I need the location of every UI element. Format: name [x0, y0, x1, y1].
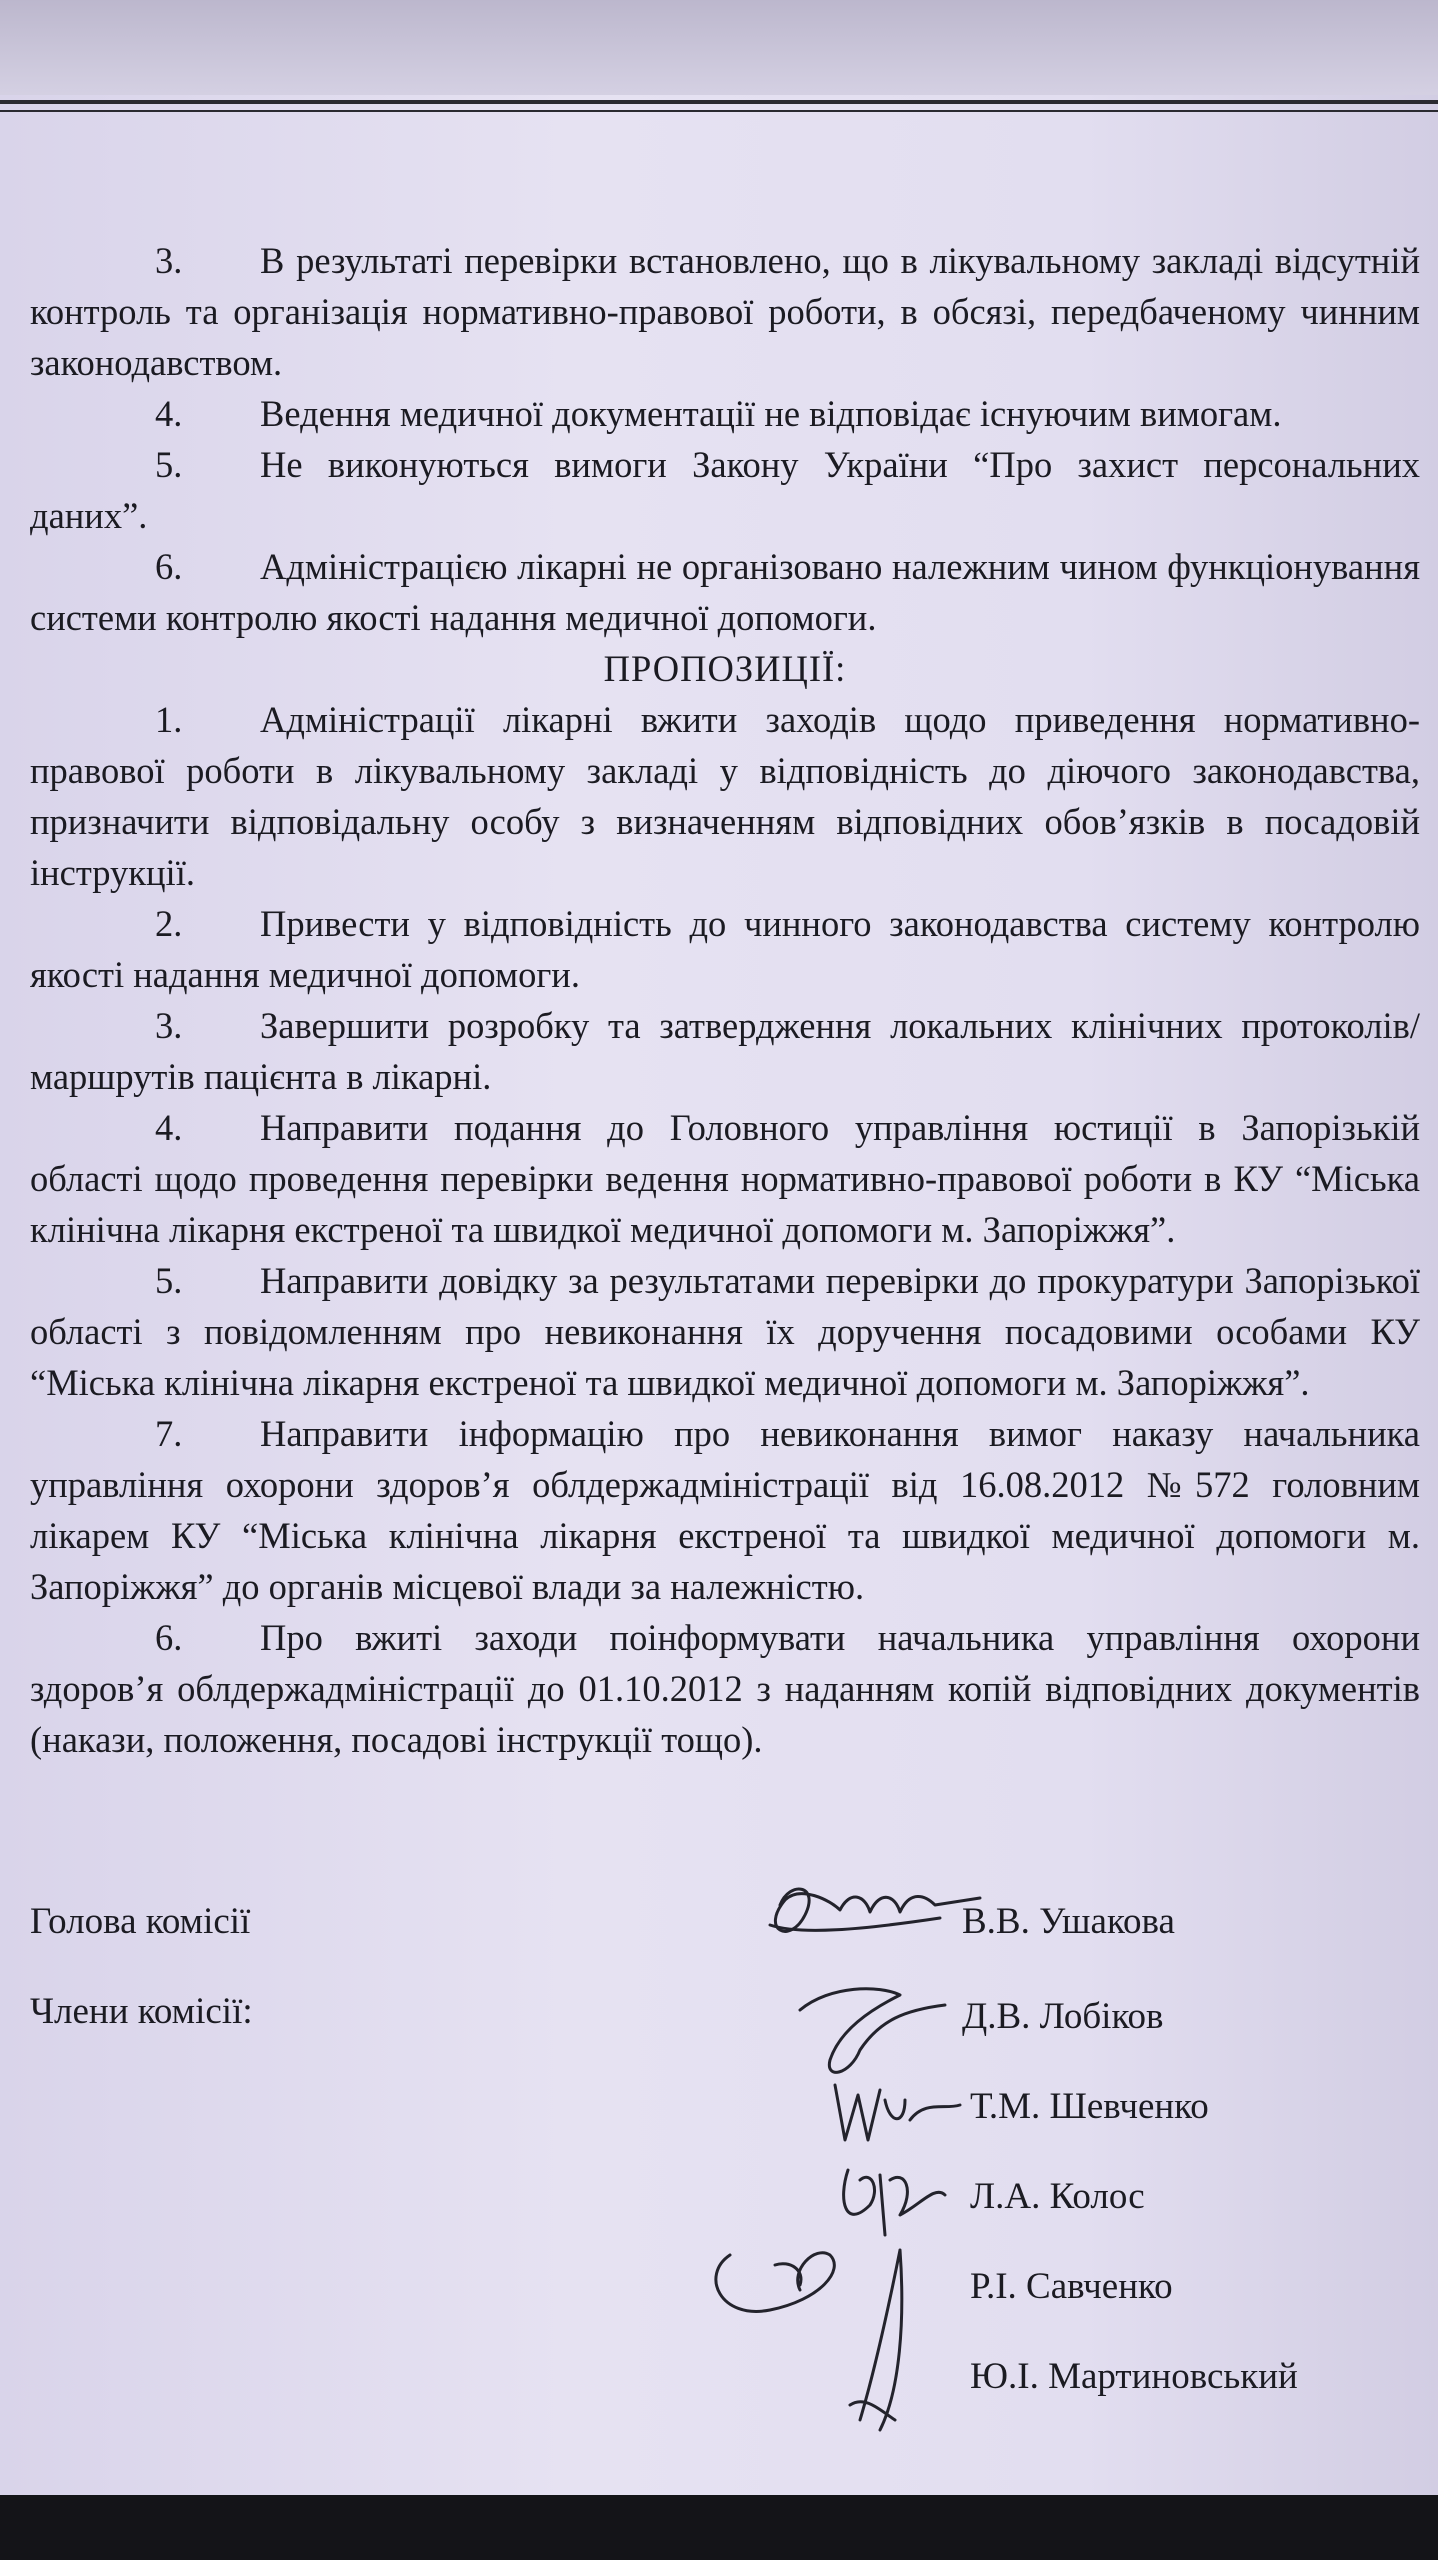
proposal-item-3	[30, 1000, 1420, 1102]
item-text: Направити довідку за результатами перевірки до прокуратури Запорізької області з повідомленням про невиконання їх доручення посадовими особами КУ “Міська клінічна лікарня екстреної та швидкої медичної допомоги м. Запоріжжя”.	[30, 1260, 1420, 1403]
finding-item-3	[30, 235, 1420, 388]
item-number: 4.	[155, 393, 183, 434]
members-label: Члени комісії:	[30, 1991, 253, 2032]
header-rule	[0, 100, 1438, 104]
signatory-name: Л.А. Колос	[970, 2176, 1145, 2217]
item-number: 3.	[155, 1005, 183, 1046]
proposal-item-6b	[30, 1612, 1420, 1765]
finding-item-5	[30, 439, 1420, 541]
item-text: Направити інформацію про невиконання вимог наказу начальника управління охорони здоров’я облдержадміністрації від 16.08.2012 №572 головним лікарем КУ “Міська клінічна лікарня екстреної та швидкої медичної допомоги м. Запоріжжя” до органів місцевої влади за належністю.	[30, 1413, 1420, 1607]
signatory-name: Д.В. Лобіков	[962, 1996, 1164, 2037]
signatory-name: Р.І. Савченко	[970, 2266, 1173, 2307]
item-number: 1.	[155, 699, 183, 740]
signatory-name: Т.М. Шевченко	[970, 2086, 1209, 2127]
signatory-name: Ю.І. Мартиновський	[970, 2356, 1298, 2397]
signatory-name: В.В. Ушакова	[962, 1901, 1175, 1942]
item-text: Адміністрації лікарні вжити заходів щодо приведення нормативно-правової роботи в лікувальному закладі у відповідність до діючого законодавства, призначити відповідальну особу з визначенням відповідних обов’язків в посадовій інструкції.	[30, 699, 1420, 893]
header-rule-thin	[0, 110, 1438, 112]
finding-item-6	[30, 541, 1420, 643]
proposal-item-5	[30, 1255, 1420, 1408]
document-body	[30, 235, 1420, 1765]
finding-item-4	[30, 388, 1420, 439]
item-text: Про вжиті заходи поінформувати начальника управління охорони здоров’я облдержадміністрації до 01.10.2012 з наданням копій відповідних документів (накази, положення, посадові інструкції тощо).	[30, 1617, 1420, 1760]
item-number: 2.	[155, 903, 183, 944]
item-text: Адміністрацією лікарні не організовано належним чином функціонування системи контролю якості надання медичної допомоги.	[30, 546, 1420, 638]
item-text: Привести у відповідність до чинного законодавства систему контролю якості надання медичної допомоги.	[30, 903, 1420, 995]
page-top-edge	[0, 0, 1438, 110]
proposals-heading: ПРОПОЗИЦІЇ:	[603, 648, 847, 689]
proposal-item-7	[30, 1408, 1420, 1612]
item-number: 6.	[155, 1617, 183, 1658]
proposal-item-1	[30, 694, 1420, 898]
item-text: В результаті перевірки встановлено, що в лікувальному закладі відсутній контроль та організація нормативно-правової роботи, в обсязі, передбаченому чинним законодавством.	[30, 240, 1420, 383]
item-text: Ведення медичної документації не відповідає існуючим вимогам.	[260, 393, 1282, 434]
page-bottom-shadow	[0, 2495, 1438, 2560]
item-text: Направити подання до Головного управління юстиції в Запорізькій області щодо проведення перевірки ведення нормативно-правової роботи в КУ “Міська клінічна лікарня екстреної та швидкої медичної допомоги м. Запоріжжя”.	[30, 1107, 1420, 1250]
item-number: 4.	[155, 1107, 183, 1148]
item-text: Не виконуються вимоги Закону України “Про захист персональних даних”.	[30, 444, 1420, 536]
proposal-item-4	[30, 1102, 1420, 1255]
item-number: 6.	[155, 546, 183, 587]
item-text: Завершити розробку та затвердження локальних клінічних протоколів/маршрутів пацієнта в лікарні.	[30, 1005, 1420, 1097]
proposal-item-2	[30, 898, 1420, 1000]
item-number: 7.	[155, 1413, 183, 1454]
item-number: 3.	[155, 240, 183, 281]
item-number: 5.	[155, 1260, 183, 1301]
chair-label: Голова комісії	[30, 1901, 251, 1942]
item-number: 5.	[155, 444, 183, 485]
